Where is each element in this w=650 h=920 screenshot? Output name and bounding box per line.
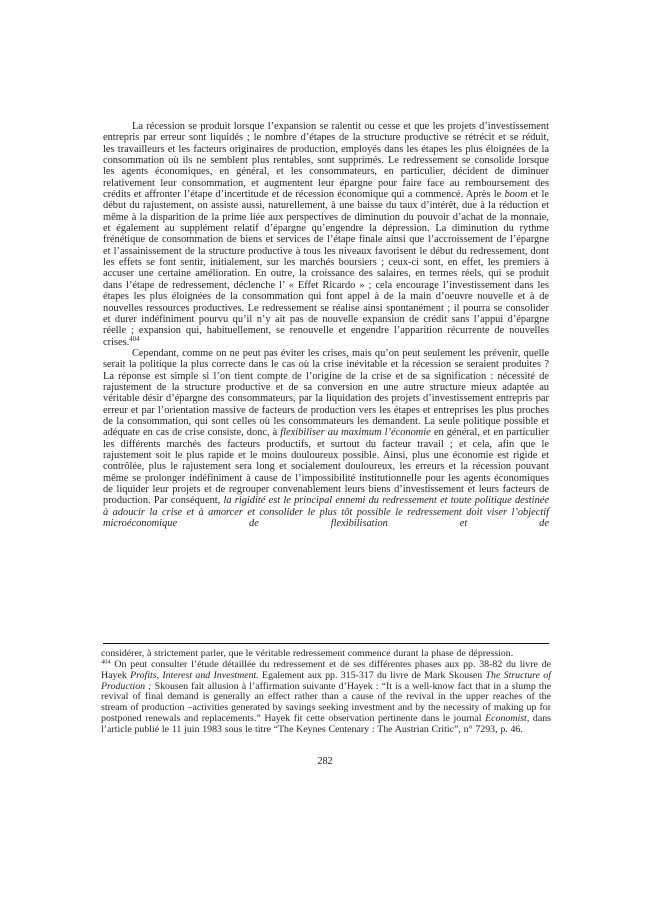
footnote-separator-rule: [103, 643, 549, 644]
text-run-italic: The Structure of Production ;: [101, 669, 551, 692]
text-run-italic: flexibiliser au maximum l’économie: [280, 427, 431, 439]
text-run: La récession se produit lorsque l’expansion se ralentit ou cesse et que les projets d’investissement entrepris par erreur sont liquidés ; le nombre d’étapes de la structure productive se rétrécit et se réduit, les travailleurs et les facteurs originaires de production, employés dans les étapes les plus éloignées de la consommation où ils ne semblent plus rentables, sont supprimés. Le redressement se consolide lorsque les agents économiques, en général, et les consommateurs, en particulier, décident de diminuer relativement leur consommation, et augmentent leur épargne pour faire face au remboursement des crédits et affronter l’étape d’incertitude et de récession économique qui a commencé. Après le: [103, 121, 549, 201]
text-run: en général, et en particulier les différents marchés des facteurs productifs, et surtout du facteur travail ; et cela, afin que le rajustement soit le plus rapide et le moins douloureux possible. Ainsi, plus une économie est rigide et contrôlée, plus le rajustement sera long et socialement douloureux, les erreurs et la récession pouvant même se prolonger indéfiniment à cause de l’impossibilité institutionnelle pour les agents économiques de liquider leur projets et de regrouper convenablement leurs biens d’investissement et leurs facteurs de production. Par conséquent,: [103, 427, 549, 507]
footnote-section: [101, 649, 551, 736]
text-run: Skousen fait allusion à l’affirmation suivante d’Hayek : “It is a well-know fact that in a slump the revival of final demand is generally an effect rather than a cause of the revival in the upper reaches of the stream of production –activities generated by savings seeking investment and by the necessity of making up for postponed renewals and replacements.” Hayek fit cette observation pertinente dans le journal: [101, 680, 551, 725]
footnote-ref-404: 404: [129, 335, 140, 343]
text-run: Egalement aux pp. 315-317 du livre de Mark Skousen: [258, 669, 486, 681]
text-run-italic: Economist: [485, 713, 527, 725]
text-run: considérer, à strictement parler, que le véritable redressement commence durant la phase de dépression.: [101, 648, 514, 659]
text-run: Cependant, comme on ne peut pas éviter les crises, mais qu’on peut seulement les prévenir, quelle serait la politique la plus correcte dans le cas où la crise inévitable et la récession se seraient produites ? La réponse est simple si l’on tient compte de l’origine de la crise et de sa signification : nécessité de rajustement de la structure productive et de sa conversion en une autre structure mieux adaptée au véritable désir d’épargne des consommateurs, par la liquidation des projets d’investissement entrepris par erreur et par l’orientation massive de facteurs de production vers les étapes et entreprises les plus proches de la consommation, qui sont celles où les consommateurs les demandent. La seule politique possible et adéquate en cas de crise consiste, donc, à: [103, 347, 549, 439]
text-run: On peut consulter l’étude détaillée du redressement et de ses différentes phases aux pp. 38-82 du livre de Hayek: [101, 658, 551, 681]
paragraph-politique-de-crise: [103, 348, 549, 530]
footnote-404: [101, 660, 551, 736]
text-run: , dans l’article publié le 11 juin 1983 sous le titre “The Keynes Centenary : The Austrian Critic”, n° 7293, p. 46.: [101, 713, 551, 735]
footnote-marker-404: 404: [101, 658, 111, 666]
text-run-italic: la rigidité est le principal ennemi du redressement et toute politique destinée à adoucir la crise et à amorcer et consolider le plus tôt possible le redressement doit viser l’objectif microéconomique de flexibilisation et de: [103, 495, 549, 530]
text-run-italic: Profits, Interest and Investment.: [130, 669, 259, 681]
page-number: 282: [317, 756, 333, 767]
text-run-italic: boom: [504, 189, 528, 201]
text-run: et le début du rajustement, on assiste aussi, naturellement, à une baisse du taux d’intérêt, due à la réduction et même à la disparition de la prime liée aux perspectives de diminution du pouvoir d’achat de la monnaie, et également au supplément relatif d’épargne qu’engendre la dépression. La diminution du rythme frénétique de consommation de biens et services de l’étape finale ainsi que l’accroissement de l’épargne et l’assainissement de la structure productive à tous les niveaux favorisent le début du redressement, dont les effets se font sentir, initialement, sur les marchés boursiers ; ceux-ci sont, en effet, les premiers à accuser une certaine amélioration. En outre, la croissance des salaires, en termes réels, qui se produit dans l’étape de redressement, déclenche l’ « Effet Ricardo » ; cela encourage l’investissement dans les étapes les plus éloignées de la consommation qui font appel à de la main d’oeuvre nouvelle et à de nouvelles ressources productives. Le redressement se réalise ainsi spontanément ; il pourra se consolider et durer indéfiniment pourvu qu’il n’y ait pas de nouvelle expansion de crédit sans l’appui d’épargne réelle ; expansion qui, habituellement, se renouvelle et engendre l’apparition récurrente de nouvelles crises.: [103, 189, 549, 348]
main-text: [103, 121, 549, 529]
paragraph-recession-redressement: [103, 121, 549, 348]
